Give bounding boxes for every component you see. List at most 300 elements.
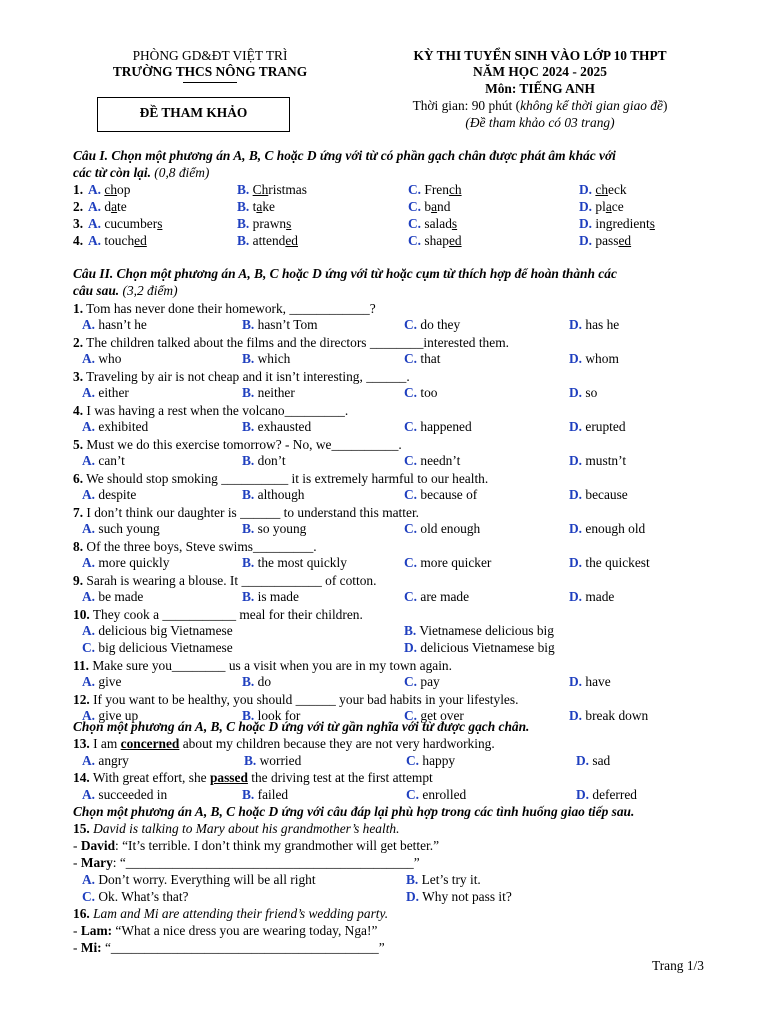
- underlined-part: a: [111, 199, 118, 214]
- option-letter: B.: [406, 872, 419, 887]
- option-text: angry: [95, 753, 129, 768]
- option-text: te: [117, 199, 127, 214]
- option-text: salad: [424, 216, 452, 231]
- reference-exam-label: ĐỀ THAM KHẢO: [139, 105, 248, 120]
- question-1: [73, 300, 376, 317]
- option-text: old enough: [417, 521, 481, 536]
- answer-option: [88, 233, 147, 249]
- school-name: TRƯỜNG THCS NÔNG TRANG: [112, 64, 308, 79]
- question-number: 8.: [73, 539, 84, 554]
- question-9: [73, 572, 376, 589]
- page-count-note: (Đề tham khảo có 03 trang): [465, 115, 615, 130]
- question-text: Tom has never done their homework, ____________?: [83, 301, 376, 316]
- option-letter: C.: [408, 216, 422, 231]
- answer-option: [242, 674, 271, 690]
- option-text: delicious Vietnamese big: [417, 640, 555, 655]
- department-name: PHÒNG GD&ĐT VIỆT TRÌ: [132, 48, 288, 63]
- option-text: be made: [95, 589, 144, 604]
- question-number: 3.: [73, 216, 84, 231]
- option-letter: A.: [82, 317, 96, 332]
- option-letter: A.: [82, 419, 96, 434]
- option-text: is made: [254, 589, 299, 604]
- option-text: Let’s try it.: [418, 872, 481, 887]
- option-text: pass: [595, 233, 619, 248]
- option-letter: B.: [242, 385, 255, 400]
- question-text: Make sure you________ us a visit when you are in my town again.: [89, 658, 452, 673]
- option-letter: D.: [569, 419, 583, 434]
- option-letter: C.: [82, 889, 96, 904]
- answer-option: [569, 317, 619, 333]
- option-text: that: [417, 351, 441, 366]
- option-letter: A.: [82, 453, 96, 468]
- option-text: exhausted: [254, 419, 312, 434]
- header-divider: [183, 82, 237, 83]
- option-letter: B.: [242, 487, 255, 502]
- answer-option: [569, 674, 611, 690]
- exam-title: KỲ THI TUYỂN SINH VÀO LỚP 10 THPT: [413, 48, 667, 63]
- option-letter: D.: [406, 889, 420, 904]
- option-text: hasn’t Tom: [254, 317, 318, 332]
- question-number: 4.: [73, 403, 84, 418]
- option-text: cucumber: [104, 216, 158, 231]
- question-number: 6.: [73, 471, 84, 486]
- option-text: the most quickly: [254, 555, 347, 570]
- option-text: more quickly: [95, 555, 170, 570]
- option-text: Vietnamese delicious big: [416, 623, 554, 638]
- option-text: shap: [424, 233, 449, 248]
- answer-option: [242, 787, 288, 803]
- option-letter: A.: [82, 787, 96, 802]
- option-letter: A.: [82, 708, 96, 723]
- option-letter: A.: [82, 872, 96, 887]
- option-letter: B.: [242, 708, 255, 723]
- question-4: [73, 402, 348, 419]
- answer-option: [408, 182, 462, 198]
- option-text: exhibited: [95, 419, 149, 434]
- underlined-part: a: [431, 199, 438, 214]
- option-text: have: [582, 674, 611, 689]
- option-text: eck: [608, 182, 627, 197]
- answer-option: [82, 487, 136, 503]
- question-number: 3.: [73, 369, 84, 384]
- answer-option: [404, 351, 440, 367]
- option-text: enough old: [582, 521, 646, 536]
- answer-option: [579, 216, 655, 232]
- answer-option: [242, 555, 347, 571]
- question-number: 1.: [73, 301, 84, 316]
- synonym-instruction: Chọn một phương án A, B, C hoặc D ứng với từ gần nghĩa với từ được gạch chân.: [73, 719, 530, 734]
- option-text: the quickest: [582, 555, 650, 570]
- answer-option: [242, 351, 290, 367]
- answer-option: [404, 589, 469, 605]
- answer-option: [408, 233, 462, 249]
- answer-option: [242, 419, 311, 435]
- option-text: t: [252, 199, 257, 214]
- option-text: happened: [417, 419, 472, 434]
- question-text: The children talked about the films and the directors ________interested them.: [83, 335, 509, 350]
- answer-option: [82, 889, 189, 905]
- option-text: although: [254, 487, 305, 502]
- option-text: do they: [417, 317, 461, 332]
- option-letter: A.: [88, 182, 102, 197]
- option-letter: D.: [569, 317, 583, 332]
- answer-option: [569, 385, 597, 401]
- answer-option: [569, 453, 626, 469]
- option-text: Why not pass it?: [419, 889, 512, 904]
- option-letter: A.: [82, 521, 96, 536]
- underlined-part: s: [649, 216, 655, 231]
- option-text: touch: [104, 233, 135, 248]
- section2-title-cont: câu sau. (3,2 điểm): [73, 283, 178, 298]
- option-letter: B.: [237, 216, 250, 231]
- option-letter: D.: [569, 555, 583, 570]
- answer-option: [237, 182, 307, 198]
- option-letter: C.: [404, 487, 418, 502]
- question-14: 14. With great effort, she passed the driving test at the first attempt: [73, 770, 433, 785]
- question-16-line-1: - Lam: “What a nice dress you are wearing today, Nga!”: [73, 923, 378, 938]
- option-text: more quicker: [417, 555, 492, 570]
- answer-option: [576, 753, 610, 769]
- answer-option: [82, 753, 129, 769]
- option-text: whom: [582, 351, 619, 366]
- option-text: has he: [582, 317, 620, 332]
- answer-option: [569, 555, 650, 571]
- answer-option: [88, 199, 127, 215]
- option-letter: C.: [406, 787, 420, 802]
- option-letter: D.: [569, 453, 583, 468]
- answer-option: [82, 521, 160, 537]
- option-letter: A.: [82, 385, 96, 400]
- option-letter: C.: [408, 233, 422, 248]
- option-letter: A.: [82, 623, 96, 638]
- option-text: too: [417, 385, 438, 400]
- answer-option: [244, 753, 301, 769]
- option-text: so young: [254, 521, 307, 536]
- option-letter: B.: [242, 419, 255, 434]
- answer-option: [404, 317, 460, 333]
- option-letter: B.: [242, 453, 255, 468]
- option-text: neither: [254, 385, 295, 400]
- option-text: are made: [417, 589, 470, 604]
- option-letter: B.: [404, 623, 417, 638]
- option-text: erupted: [582, 419, 626, 434]
- option-letter: D.: [569, 351, 583, 366]
- subject: Môn: TIẾNG ANH: [485, 81, 595, 96]
- option-letter: C.: [404, 453, 418, 468]
- answer-option: [404, 453, 460, 469]
- option-letter: A.: [82, 589, 96, 604]
- option-text: ristmas: [268, 182, 307, 197]
- question-text: I was having a rest when the volcano_________.: [83, 403, 349, 418]
- option-letter: C.: [404, 521, 418, 536]
- answer-option: [237, 199, 275, 215]
- question-16-line-2: - Mi: “________________________________________”: [73, 940, 385, 955]
- question-number: 1.: [73, 182, 84, 197]
- question-15-context: 15. David is talking to Mary about his grandmother’s health.: [73, 821, 400, 836]
- option-letter: B.: [242, 589, 255, 604]
- question-number: 4.: [73, 233, 84, 248]
- question-number: 7.: [73, 505, 84, 520]
- answer-option: [82, 453, 125, 469]
- section1-title: Câu I. Chọn một phương án A, B, C hoặc D ứng với từ có phần gạch chân được phát âm khác với: [73, 148, 616, 163]
- option-letter: B.: [242, 351, 255, 366]
- answer-option: [404, 385, 438, 401]
- answer-option: [569, 351, 619, 367]
- option-text: look for: [254, 708, 301, 723]
- option-letter: D.: [569, 521, 583, 536]
- answer-option: [82, 674, 121, 690]
- option-letter: D.: [576, 787, 590, 802]
- option-text: ke: [262, 199, 275, 214]
- option-letter: D.: [569, 589, 583, 604]
- answer-option: [404, 419, 472, 435]
- option-text: delicious big Vietnamese: [95, 623, 233, 638]
- answer-option: [82, 317, 147, 333]
- answer-option: [82, 623, 233, 639]
- answer-option: [579, 199, 624, 215]
- option-letter: B.: [242, 674, 255, 689]
- option-letter: C.: [404, 317, 418, 332]
- underlined-part: ch: [104, 182, 118, 197]
- underlined-part: ch: [448, 182, 462, 197]
- option-text: because: [582, 487, 628, 502]
- option-letter: A.: [82, 753, 96, 768]
- option-letter: A.: [88, 199, 102, 214]
- question-6: [73, 470, 488, 487]
- option-text: pay: [417, 674, 440, 689]
- underlined-part: ed: [134, 233, 147, 248]
- option-text: b: [424, 199, 432, 214]
- option-letter: D.: [579, 199, 593, 214]
- question-10: [73, 606, 363, 623]
- answer-option: [242, 385, 295, 401]
- option-text: hasn’t he: [95, 317, 147, 332]
- answer-option: [88, 216, 162, 232]
- option-letter: A.: [82, 487, 96, 502]
- answer-option: [569, 419, 626, 435]
- answer-option: [237, 216, 291, 232]
- question-16-context: 16. Lam and Mi are attending their friend’s wedding party.: [73, 906, 389, 921]
- option-letter: B.: [242, 317, 255, 332]
- option-letter: C.: [404, 385, 418, 400]
- option-text: can’t: [95, 453, 125, 468]
- option-letter: A.: [82, 674, 96, 689]
- option-text: ingredient: [595, 216, 650, 231]
- option-letter: C.: [404, 555, 418, 570]
- question-number: 5.: [73, 437, 84, 452]
- option-text: break down: [582, 708, 649, 723]
- option-text: worried: [256, 753, 302, 768]
- option-letter: D.: [569, 708, 583, 723]
- underlined-part: ch: [595, 182, 609, 197]
- option-text: Fren: [424, 182, 449, 197]
- answer-option: [408, 216, 457, 232]
- question-text: I don’t think our daughter is ______ to understand this matter.: [83, 505, 420, 520]
- question-text: Of the three boys, Steve swims_________.: [83, 539, 317, 554]
- option-letter: C.: [406, 753, 420, 768]
- question-8: [73, 538, 317, 555]
- option-letter: B.: [244, 753, 257, 768]
- option-letter: D.: [579, 182, 593, 197]
- underlined-part: ed: [448, 233, 462, 248]
- option-letter: D.: [569, 487, 583, 502]
- option-letter: C.: [404, 589, 418, 604]
- answer-option: [237, 233, 298, 249]
- question-number: 10.: [73, 607, 90, 622]
- answer-option: [82, 787, 167, 803]
- answer-option: [82, 351, 121, 367]
- option-letter: D.: [576, 753, 590, 768]
- answer-option: [404, 487, 477, 503]
- option-text: succeeded in: [95, 787, 168, 802]
- answer-option: [579, 233, 631, 249]
- option-letter: A.: [82, 555, 96, 570]
- answer-option: [579, 182, 627, 198]
- option-letter: C.: [82, 640, 96, 655]
- option-text: d: [104, 199, 112, 214]
- school-year: NĂM HỌC 2024 - 2025: [473, 64, 607, 79]
- underlined-part: Ch: [252, 182, 269, 197]
- question-number: 12.: [73, 692, 90, 707]
- question-15-line-2: - Mary: “___________________________________________”: [73, 855, 420, 870]
- option-text: give up: [95, 708, 139, 723]
- answer-option: [406, 787, 466, 803]
- option-text: attend: [252, 233, 286, 248]
- answer-option: [82, 640, 233, 656]
- answer-option: [404, 623, 554, 639]
- option-letter: D.: [579, 233, 593, 248]
- option-letter: D.: [569, 674, 583, 689]
- option-letter: D.: [579, 216, 593, 231]
- option-text: Ok. What’s that?: [95, 889, 189, 904]
- answer-option: [404, 555, 491, 571]
- option-letter: B.: [242, 787, 255, 802]
- underlined-part: a: [605, 199, 612, 214]
- option-text: enrolled: [419, 787, 467, 802]
- answer-option: [408, 199, 450, 215]
- question-text: Sarah is wearing a blouse. It ____________ of cotton.: [83, 573, 377, 588]
- answer-option: [569, 487, 628, 503]
- option-text: so: [582, 385, 598, 400]
- option-text: made: [582, 589, 615, 604]
- underlined-part: ed: [618, 233, 632, 248]
- option-text: do: [254, 674, 272, 689]
- option-text: don’t: [254, 453, 286, 468]
- option-letter: B.: [237, 233, 250, 248]
- answer-option: [88, 182, 130, 198]
- section1-title-cont: các từ còn lại. (0,8 điểm): [73, 165, 210, 180]
- underlined-part: s: [157, 216, 163, 231]
- answer-option: [569, 521, 645, 537]
- answer-option: [82, 555, 169, 571]
- question-text: They cook a ___________ meal for their children.: [89, 607, 363, 622]
- option-letter: D.: [404, 640, 418, 655]
- option-letter: A.: [88, 233, 102, 248]
- option-text: big delicious Vietnamese: [95, 640, 233, 655]
- answer-option: [242, 317, 318, 333]
- option-text: which: [254, 351, 291, 366]
- answer-option: [242, 487, 305, 503]
- question-15-line-1: - David: “It’s terrible. I don’t think my grandmother will get better.”: [73, 838, 440, 853]
- question-11: [73, 657, 452, 674]
- question-13-options: [0, 753, 768, 770]
- answer-option: [82, 872, 316, 888]
- option-letter: C.: [404, 419, 418, 434]
- option-text: op: [117, 182, 131, 197]
- option-letter: C.: [404, 674, 418, 689]
- option-text: give: [95, 674, 122, 689]
- dialogue-instruction: Chọn một phương án A, B, C hoặc D ứng với câu đáp lại phù hợp trong các tình huống giao tiếp sau.: [73, 804, 635, 819]
- option-letter: C.: [408, 182, 422, 197]
- question-text: We should stop smoking __________ it is extremely harmful to our health.: [83, 471, 489, 486]
- answer-option: [569, 589, 614, 605]
- answer-option: [82, 589, 143, 605]
- question-number: 9.: [73, 573, 84, 588]
- question-13: 13. I am concerned about my children because they are not very hardworking.: [73, 736, 495, 751]
- option-text: who: [95, 351, 122, 366]
- question-2: [73, 334, 509, 351]
- question-5: [73, 436, 402, 453]
- exam-time: Thời gian: 90 phút (không kể thời gian giao đề): [412, 98, 668, 113]
- option-text: sad: [589, 753, 611, 768]
- option-text: Don’t worry. Everything will be all right: [95, 872, 316, 887]
- option-letter: C.: [404, 708, 418, 723]
- answer-option: [404, 674, 440, 690]
- answer-option: [82, 385, 129, 401]
- option-text: prawn: [252, 216, 287, 231]
- underlined-part: s: [286, 216, 292, 231]
- option-letter: B.: [242, 521, 255, 536]
- option-letter: A.: [82, 351, 96, 366]
- option-text: get over: [417, 708, 464, 723]
- underlined-part: s: [451, 216, 458, 231]
- answer-option: [576, 787, 637, 803]
- option-text: despite: [95, 487, 137, 502]
- option-text: needn’t: [417, 453, 461, 468]
- option-letter: B.: [237, 182, 250, 197]
- option-letter: D.: [569, 385, 583, 400]
- answer-option: [404, 521, 480, 537]
- underlined-part: a: [256, 199, 263, 214]
- question-12: [73, 691, 518, 708]
- answer-option: [404, 640, 555, 656]
- question-15-options: [0, 872, 768, 906]
- question-3: [73, 368, 410, 385]
- question-number: 11.: [73, 658, 89, 673]
- option-letter: C.: [408, 199, 422, 214]
- answer-option: [242, 453, 286, 469]
- question-text: If you want to be healthy, you should ______ your bad habits in your lifestyles.: [89, 692, 519, 707]
- answer-option: [406, 753, 455, 769]
- answer-option: [242, 589, 299, 605]
- underlined-part: ed: [285, 233, 298, 248]
- question-14-options: [0, 787, 768, 804]
- question-text: Must we do this exercise tomorrow? - No, we__________.: [83, 437, 402, 452]
- option-letter: B.: [237, 199, 250, 214]
- option-text: ce: [611, 199, 624, 214]
- question-7: [73, 504, 419, 521]
- section2-title: Câu II. Chọn một phương án A, B, C hoặc D ứng với từ hoặc cụm từ thích hợp để hoàn thành các: [73, 266, 617, 281]
- question-number: 2.: [73, 199, 84, 214]
- question-number: 2.: [73, 335, 84, 350]
- option-text: happy: [419, 753, 456, 768]
- option-letter: C.: [404, 351, 418, 366]
- page-number: Trang 1/3: [652, 958, 704, 973]
- answer-option: [242, 521, 306, 537]
- answer-option: [82, 419, 148, 435]
- question-text: Traveling by air is not cheap and it isn’t interesting, ______.: [83, 369, 410, 384]
- option-text: failed: [254, 787, 289, 802]
